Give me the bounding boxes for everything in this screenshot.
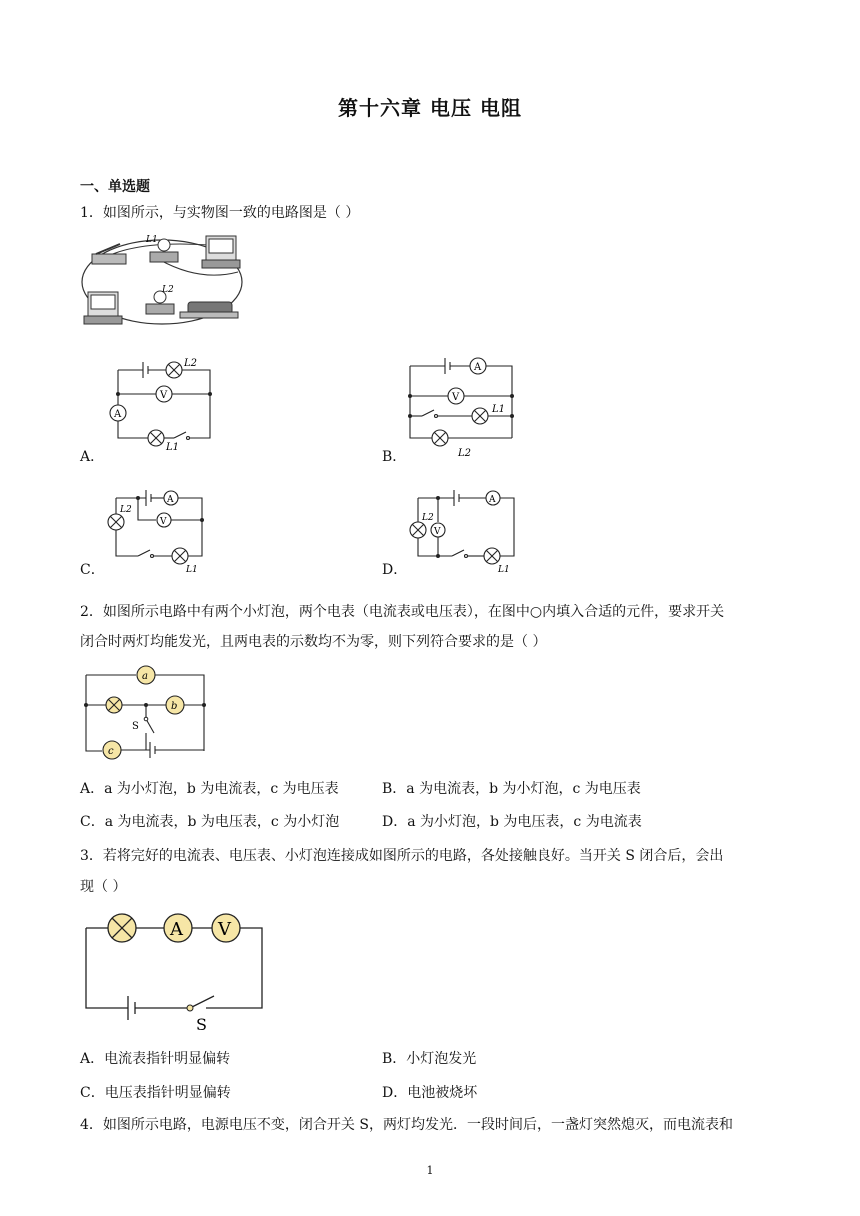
q1-option-a-label: A． xyxy=(80,449,105,465)
q1-option-d-label: D． xyxy=(382,562,408,578)
svg-text:L1: L1 xyxy=(166,442,180,453)
question-2-line-2: 闭合时两灯均能发光，且两电表的示数均不为零，则下列符合要求的是（ ） xyxy=(80,634,547,650)
svg-text:b: b xyxy=(171,701,178,712)
svg-text:A: A xyxy=(167,495,174,505)
question-4-line-1: 4．如图所示电路，电源电压不变，闭合开关 S，两灯均发光．一段时间后，一盏灯突然熄灭，而电流表和 xyxy=(80,1117,733,1133)
svg-text:L2: L2 xyxy=(422,513,434,523)
svg-text:A: A xyxy=(474,362,482,373)
q1-option-b-label: B． xyxy=(382,449,407,465)
svg-text:V: V xyxy=(452,392,460,403)
question-2-line-1: 2．如图所示电路中有两个小灯泡，两个电表（电流表或电压表），在图中○内填入合适的元件，要求开关 xyxy=(80,604,725,620)
svg-text:c: c xyxy=(108,746,114,757)
q3-option-a: A．电流表指针明显偏转 xyxy=(80,1051,231,1067)
q2-option-b: B．a 为电流表，b 为小灯泡，c 为电压表 xyxy=(382,781,641,797)
section-heading: 一、单选题 xyxy=(80,179,150,195)
q1-option-d-circuit xyxy=(404,484,519,576)
q2-option-d: D．a 为小灯泡，b 为电压表，c 为电流表 xyxy=(382,814,642,830)
svg-text:A: A xyxy=(114,409,122,420)
svg-text:a: a xyxy=(142,671,148,682)
svg-text:V: V xyxy=(218,919,231,940)
q1-option-b-circuit xyxy=(400,352,520,460)
page-title: 第十六章 电压 电阻 xyxy=(338,96,522,120)
question-1-text: 1．如图所示，与实物图一致的电路图是（ ） xyxy=(80,205,360,221)
svg-text:L1: L1 xyxy=(146,235,158,245)
q3-circuit-diagram xyxy=(80,908,270,1033)
svg-text:S: S xyxy=(132,721,139,732)
q1-physical-diagram xyxy=(80,232,245,330)
q2-circuit-diagram xyxy=(80,663,210,758)
page-number: 1 xyxy=(426,1164,434,1177)
svg-text:L2: L2 xyxy=(184,358,198,369)
q3-option-c: C．电压表指针明显偏转 xyxy=(80,1085,231,1101)
svg-text:V: V xyxy=(434,527,441,537)
svg-text:L2: L2 xyxy=(458,448,472,459)
q2-option-a: A．a 为小灯泡，b 为电流表，c 为电压表 xyxy=(80,781,339,797)
question-3-line-1: 3．若将完好的电流表、电压表、小灯泡连接成如图所示的电路，各处接触良好。当开关 S 闭合后，会出 xyxy=(80,848,724,864)
svg-text:L2: L2 xyxy=(162,285,174,295)
q1-option-c-circuit xyxy=(100,484,210,576)
q1-option-a-circuit xyxy=(98,352,218,453)
q3-option-b: B．小灯泡发光 xyxy=(382,1051,477,1067)
svg-text:L2: L2 xyxy=(120,505,132,515)
question-3-line-2: 现（ ） xyxy=(80,879,127,895)
svg-text:A: A xyxy=(170,919,183,940)
q2-option-c: C．a 为电流表，b 为电压表，c 为小灯泡 xyxy=(80,814,340,830)
q3-option-d: D．电池被烧坏 xyxy=(382,1085,478,1101)
svg-text:L1: L1 xyxy=(186,565,198,575)
svg-text:A: A xyxy=(489,495,496,505)
svg-text:S: S xyxy=(196,1015,207,1034)
svg-text:L1: L1 xyxy=(492,404,506,415)
svg-text:V: V xyxy=(160,517,167,527)
svg-text:L1: L1 xyxy=(498,565,510,575)
svg-text:V: V xyxy=(160,390,168,401)
q1-option-c-label: C． xyxy=(80,562,105,578)
